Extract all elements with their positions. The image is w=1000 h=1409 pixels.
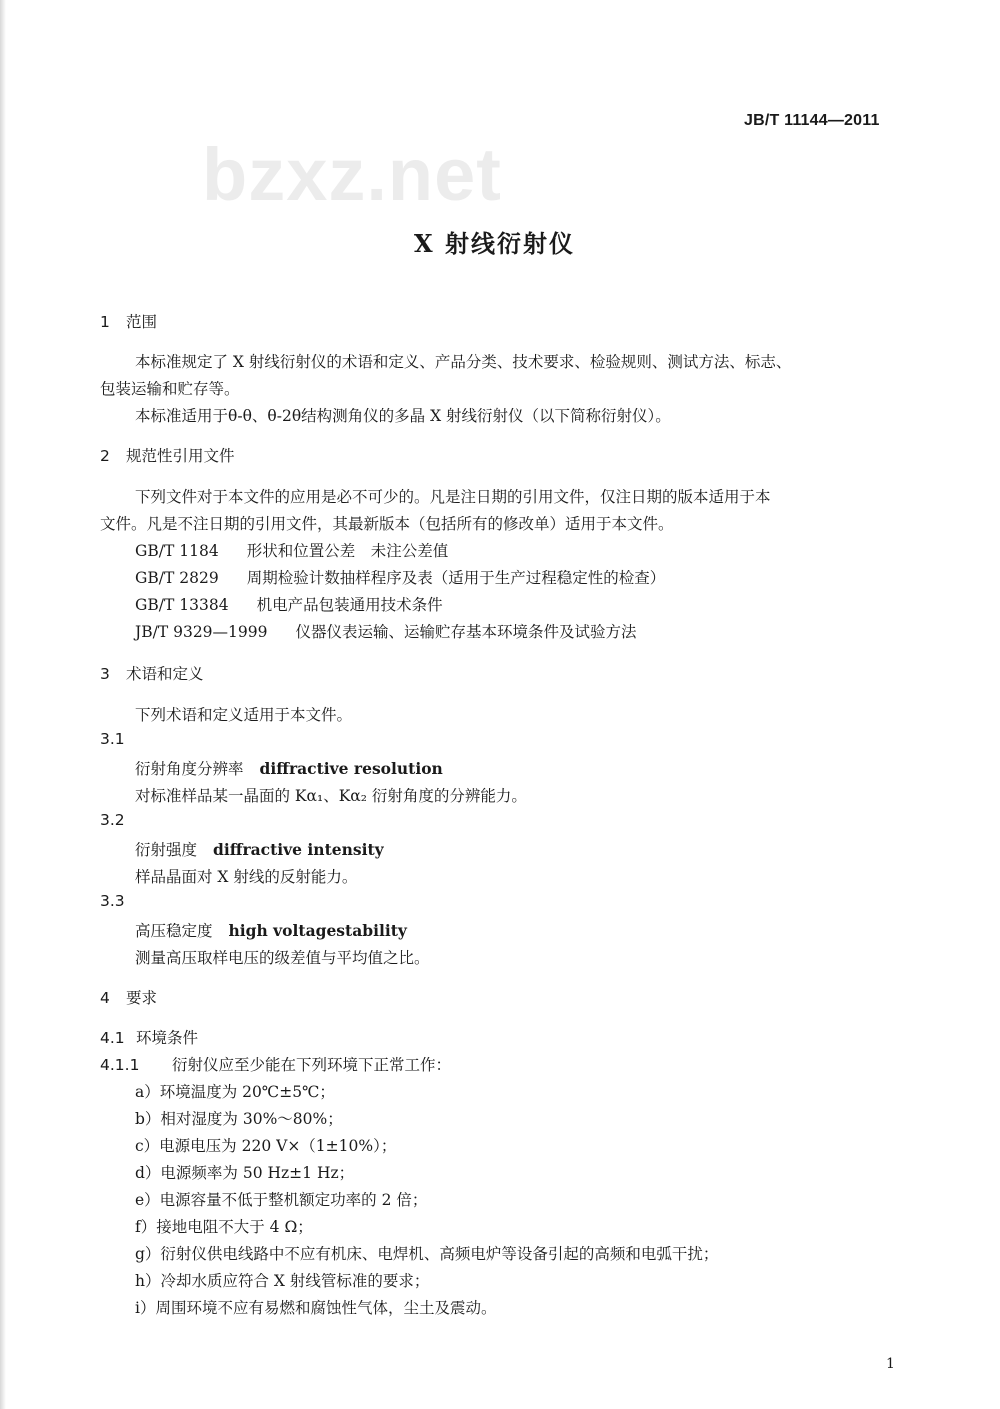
- term-definition: 样品晶面对 X 射线的反射能力。: [135, 868, 358, 886]
- section-number: 2: [100, 447, 110, 465]
- list-item: b）相对湿度为 30%～80%；: [135, 1110, 343, 1128]
- reference-title: 形状和位置公差 未注公差值: [246, 542, 449, 560]
- reference-item: [135, 620, 637, 642]
- term-zh: 高压稳定度: [135, 922, 213, 940]
- section-4-heading: [100, 986, 157, 1008]
- section-3-heading: [100, 662, 204, 684]
- clause-number: 4.1.1: [100, 1056, 140, 1074]
- reference-code: JB/T 9329—1999: [135, 623, 268, 641]
- section-title: 术语和定义: [126, 665, 204, 683]
- section-number: 4: [100, 989, 110, 1007]
- paragraph-line: 本标准规定了 X 射线衍射仪的术语和定义、产品分类、技术要求、检验规则、测试方法、标志、: [135, 353, 792, 371]
- term-zh: 衍射角度分辨率: [135, 760, 244, 778]
- reference-code: GB/T 13384: [135, 596, 229, 614]
- section-2-heading: [100, 444, 235, 466]
- term-entry: [135, 919, 407, 941]
- term-en: diffractive intensity: [213, 840, 384, 859]
- list-item: i）周围环境不应有易燃和腐蚀性气体，尘土及震动。: [135, 1299, 497, 1317]
- paragraph: 下列术语和定义适用于本文件。: [135, 706, 353, 724]
- term-entry: [135, 757, 443, 779]
- paragraph-line: 包装运输和贮存等。: [100, 380, 240, 398]
- list-item: h）冷却水质应符合 X 射线管标准的要求；: [135, 1272, 430, 1290]
- list-item: a）环境温度为 20℃±5℃；: [135, 1083, 335, 1101]
- term-entry: [135, 838, 384, 860]
- term-definition: 对标准样品某一晶面的 Kα₁、Kα₂ 衍射角度的分辨能力。: [135, 787, 527, 805]
- page-left-edge: [0, 0, 6, 1409]
- paragraph: 本标准适用于θ-θ、θ-2θ结构测角仪的多晶 X 射线衍射仪（以下简称衍射仪）。: [135, 407, 671, 425]
- term-number: 3.2: [100, 811, 125, 829]
- reference-code: GB/T 2829: [135, 569, 219, 587]
- term-en: high voltagestability: [228, 921, 407, 940]
- subsection-heading: [100, 1026, 198, 1048]
- reference-title: 仪器仪表运输、运输贮存基本环境条件及试验方法: [295, 623, 637, 641]
- clause: [100, 1053, 451, 1075]
- section-1-heading: [100, 310, 157, 332]
- list-item: f）接地电阻不大于 4 Ω；: [135, 1218, 313, 1236]
- section-title: 范围: [126, 313, 158, 331]
- subsection-title: 环境条件: [136, 1029, 199, 1047]
- list-item: g）衍射仪供电线路中不应有机床、电焊机、高频电炉等设备引起的高频和电弧干扰；: [135, 1245, 719, 1263]
- reference-item: [135, 539, 448, 561]
- term-number: 3.3: [100, 892, 125, 910]
- section-number: 3: [100, 665, 110, 683]
- reference-title: 机电产品包装通用技术条件: [256, 596, 443, 614]
- term-en: diffractive resolution: [259, 759, 443, 778]
- reference-code: GB/T 1184: [135, 542, 219, 560]
- page-number: 1: [886, 1356, 895, 1372]
- list-item: d）电源频率为 50 Hz±1 Hz；: [135, 1164, 355, 1182]
- paragraph-line: 文件。凡是不注日期的引用文件，其最新版本（包括所有的修改单）适用于本文件。: [100, 515, 674, 533]
- reference-item: [135, 566, 665, 588]
- list-item: c）电源电压为 220 V×（1±10%）；: [135, 1137, 397, 1155]
- term-zh: 衍射强度: [135, 841, 198, 859]
- watermark: bzxz.net: [202, 133, 502, 216]
- section-title: 要求: [126, 989, 158, 1007]
- section-title: 规范性引用文件: [126, 447, 235, 465]
- reference-title: 周期检验计数抽样程序及表（适用于生产过程稳定性的检查）: [246, 569, 666, 587]
- term-number: 3.1: [100, 730, 125, 748]
- term-definition: 测量高压取样电压的级差值与平均值之比。: [135, 949, 430, 967]
- reference-item: [135, 593, 443, 615]
- document-code: JB/T 11144—2011: [744, 112, 880, 129]
- clause-text: 衍射仪应至少能在下列环境下正常工作：: [172, 1056, 452, 1074]
- page-title: X 射线衍射仪: [414, 229, 575, 258]
- section-number: 1: [100, 313, 110, 331]
- list-item: e）电源容量不低于整机额定功率的 2 倍；: [135, 1191, 428, 1209]
- subsection-number: 4.1: [100, 1029, 125, 1047]
- paragraph-line: 下列文件对于本文件的应用是必不可少的。凡是注日期的引用文件，仅注日期的版本适用于本: [135, 488, 771, 506]
